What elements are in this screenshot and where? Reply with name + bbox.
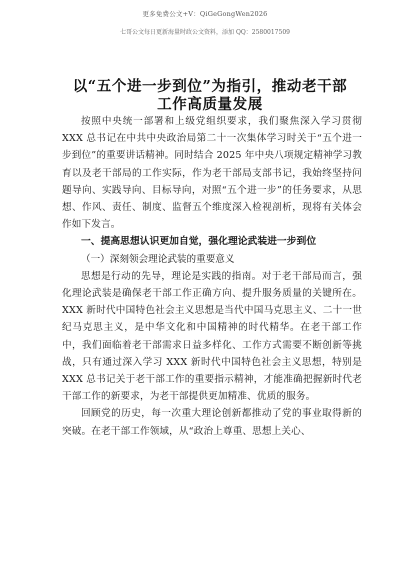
document-title: 以“五个进一步到位”为指引，推动老干部工作高质量发展 [72, 78, 348, 113]
header-note: 七哥公文每日更新海量时政公文资料，添加 QQ：2580017509 [120, 29, 290, 36]
intro-paragraph: 按照中央统一部署和上级党组织要求，我们聚焦深入学习贯彻 XXX 总书记在中共中央政治局第二十一次集体学习时关于“五个进一步到位”的重要讲话精神。同时结合 2025 年中央八项规定精神学习教育以及老干部局的工作实际，作为老干部局支部书记，我始终坚持问题导向、实践导向、目标导向，对照“五个进一步”的任务要求，从思想、作风、责任、制度、监督五个维度深入检视剖析，现将有关体会作如下发言。 [62, 116, 362, 231]
paragraph-2-body: XXX 新时代中国特色社会主义思想是当代中国马克思主义、二十一世纪马克思主义，是中华文化和中国精神的时代精华。在老干部工作中，我们面临着老干部需求日益多样化、工作方式需要不断创新等挑战，只有通过深入学习 XXX 新时代中国特色社会主义思想，特别是 XXX 总书记关于老干部工作的重要指示精神，才能准确把握新时代老干部工作的新要求，为老干部提供更加精准、优质的服务。 [62, 305, 362, 403]
paragraph-2 [62, 268, 362, 406]
document-body [62, 113, 362, 440]
paragraph-2-lead: 思想是行动的先导，理论是实践的指南。对于老干部局而言，强化理论武装是确保老干部工作正确方向、提升服务质量的关键所在。 [62, 270, 362, 300]
paragraph-3: 回顾党的历史，每一次重大理论创新都推动了党的事业取得新的突破。在老干部工作领域，从“政治上尊重、思想上关心、 [62, 408, 362, 437]
watermark-text: 更多免费公文+V：QiGeGongWen2026 [142, 10, 268, 18]
subsection-heading-1: （一）深刻领会理论武装的重要意义 [81, 253, 235, 265]
section-heading-1: 一、提高思想认识更加自觉，强化理论武装进一步到位 [81, 236, 317, 248]
